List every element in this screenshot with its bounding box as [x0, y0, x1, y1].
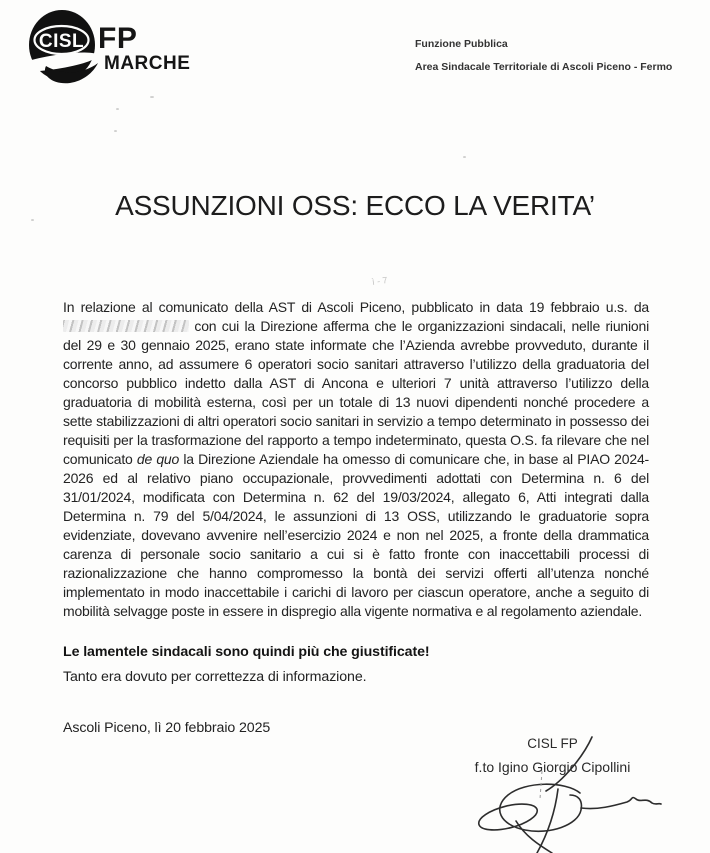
body-rest: la Direzione Aziendale ha omesso di comunicare che, in base al PIAO 2024-2026 ed al relativo piano occupazionale, provvedimenti adottati con Determina n. 6 del 31/01/2024, modificata con Determina n. 62 del 19/03/2024, allegato 6, Atti integrati dalla Determina n. 79 del 5/04/2024, le assunzioni di 13 OSS, utilizzando le graduatorie sopra evidenziate, dovevano avvenire nell’esercizio 2024 e non nel 2025, a fronte della drammatica carenza di personale socio sanitario a cui si è fatto fronte con inaccettabili processi di razionalizzazione che hanno compromesso la bontà dei servizi offerti all’utenza nonché implementato in modo inaccettabile i carichi di lavoro per ciascun operatore, anche a seguito di mobilità selvagge poste in essere in dispregio alla vigente normativa e al regolamento aziendale.: [63, 451, 649, 619]
body-paragraph: [63, 298, 649, 621]
logo-fp-text: FP: [98, 22, 138, 55]
scan-speck: [31, 219, 34, 221]
document-title: ASSUNZIONI OSS: ECCO LA VERITA’: [115, 190, 595, 221]
svg-text:CISL: CISL: [38, 31, 85, 52]
scan-speck: [150, 96, 154, 98]
scan-smudge: ì - 7: [371, 274, 389, 288]
scan-speck: [116, 108, 119, 110]
body-mid: con cui la Direzione afferma che le organizzazioni sindacali, nelle riunioni del 29 e 30 gennaio 2025, erano state informate che l’Azienda avrebbe provveduto, durante il corrente anno, ad assumere 6 operatori socio sanitari attraverso l’utilizzo della graduatoria del concorso pubblico indetto dalla AST di Ancona e ulteriori 7 unità attraverso l’utilizzo della graduatoria di mobilità esterna, così per un totale di 13 nuovi dipendenti nonché procedere a sette stabilizzazioni di altri operatori socio sanitari in servizio a tempo determinato in possesso dei requisiti per la trasformazione del rapporto a tempo indeterminato, questa O.S. fa rilevare che nel comunicato: [63, 318, 649, 467]
letterhead-territory: Area Sindacale Territoriale di Ascoli Piceno - Fermo: [415, 61, 673, 73]
latin-phrase: de quo: [136, 451, 180, 467]
dateline: Ascoli Piceno, lì 20 febbraio 2025: [63, 720, 271, 736]
letterhead-right: [415, 38, 695, 73]
bold-statement: Le lamentele sindacali sono quindi più che giustificate!: [63, 644, 430, 660]
scan-speck: [463, 156, 466, 158]
logo-region-text: MARCHE: [104, 53, 191, 74]
redacted-name-block: [63, 320, 189, 332]
letterhead-department: Funzione Pubblica: [415, 38, 508, 50]
signature-name: f.to Igino Giorgio Cipollini: [474, 759, 631, 775]
body-intro: In relazione al comunicato della AST di Ascoli Piceno, pubblicato in data 19 febbraio u.s. da: [63, 299, 649, 315]
closing-line: Tanto era dovuto per correttezza di informazione.: [63, 669, 367, 685]
signature-org: CISL FP: [527, 736, 578, 751]
handwritten-signature: [430, 723, 670, 853]
scan-speck: [114, 130, 117, 132]
